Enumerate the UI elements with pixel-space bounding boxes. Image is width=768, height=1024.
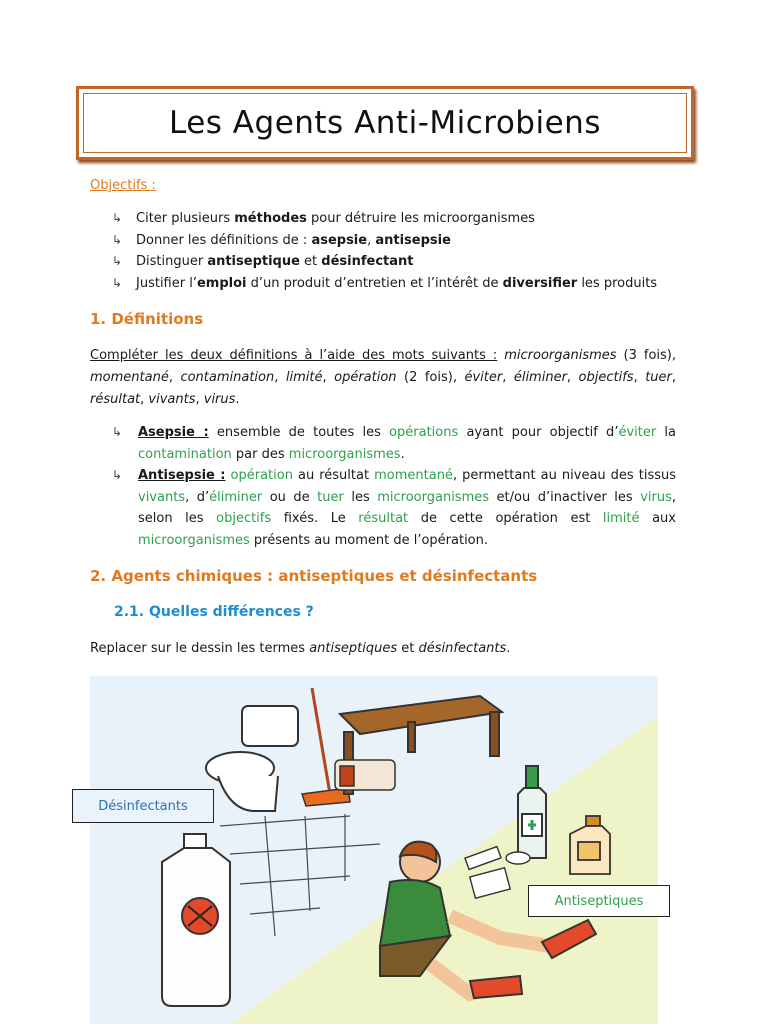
definition-text: , selon les [138,489,676,526]
word-item: momentané [90,370,169,385]
label-antiseptiques[interactable]: Antiseptiques [528,885,670,917]
objectif-item [112,208,712,230]
word-item: vivants [148,392,196,407]
definition-text: ensemble de toutes les [208,425,390,440]
answer-word: éviter [618,425,657,440]
arrow-bullet-icon: ↳ [112,425,123,439]
title-frame [76,86,694,160]
word-separator: , [633,370,646,385]
arrow-bullet-icon: ↳ [112,232,123,247]
word-separator: , [322,370,335,385]
definition-text: , permettant au niveau des tissus [452,468,677,483]
asepsie-text [138,425,676,462]
arrow-bullet-icon: ↳ [112,211,123,225]
word-item: opération [334,370,397,385]
section-2-heading: 2. Agents chimiques : antiseptiques et désinfectants [90,567,538,585]
page-title: Les Agents Anti-Microbiens [169,105,601,141]
definition-asepsie [112,422,676,465]
cleaning-cloth-drawing [335,760,395,790]
answer-word: virus [640,489,672,505]
objectif-text: Citer plusieurs [136,211,235,226]
objectif-text: Justifier l’ [136,275,197,291]
word-item: éviter [464,370,503,385]
word-separator: , [168,370,181,385]
objectif-text: Distinguer [136,254,208,269]
objectif-text: les produits [577,275,658,291]
definition-text: et/ou d’inactiver les [489,489,641,505]
answer-word: contamination [138,446,232,462]
arrow-bullet-icon: ↳ [112,468,123,482]
objectif-keyword: diversifier [502,275,578,291]
word-separator: , [671,370,677,385]
word-separator: , [140,392,149,407]
definition-text: la [656,425,676,440]
definition-text: ou de [262,489,318,505]
answer-word: limité [602,511,640,526]
word-item: limité [285,370,323,385]
answer-word: microorganismes [288,446,401,462]
definition-antisepsie [112,465,676,551]
answer-word: microorganismes [377,489,490,505]
word-item: virus [203,392,236,407]
answer-word: éliminer [209,489,263,505]
objectif-keyword: asepsie [311,232,368,248]
definition-text: ayant pour objectif d’ [458,425,619,440]
answer-word: momentané [374,468,453,483]
word-item: contamination [180,370,275,385]
objectif-keyword: antisepsie [375,232,451,248]
objectifs-heading: Objectifs : [90,178,156,193]
answer-word: objectifs [216,511,272,526]
word-separator: , [502,370,514,385]
objectif-item [112,230,712,252]
answer-word: résultat [358,511,409,526]
objectif-keyword: méthodes [234,211,307,226]
definition-text: par des [231,446,289,462]
replacer-instruction: Replacer sur le dessin les termes antiseptiques et désinfectants. [90,641,511,656]
answer-word: vivants [138,489,186,505]
definition-text: au résultat [292,468,375,483]
objectif-text: et [299,254,322,269]
word-separator: , [195,392,204,407]
objectif-item [112,273,712,295]
definition-text: . [400,446,405,462]
section-2-1-heading: 2.1. Quelles différences ? [114,604,314,620]
objectif-item [112,251,712,273]
arrow-bullet-icon: ↳ [112,254,123,268]
arrow-bullet-icon: ↳ [112,275,123,290]
objectifs-list [112,208,712,294]
word-separator: . [235,392,240,407]
answer-word: opération [230,468,293,483]
word-separator: , [566,370,579,385]
word-separator: , [274,370,286,385]
answer-word: opérations [389,425,459,440]
objectif-keyword: antiseptique [207,254,300,269]
label-desinfectants[interactable]: Désinfectants [72,789,214,823]
word-separator: (3 fois), [616,348,676,363]
word-item: résultat [90,392,141,407]
word-item: tuer [645,370,672,385]
definition-text: , d’ [185,489,210,505]
bleach-bottle-drawing [162,834,230,1006]
objectif-text: d’un produit d’entretien et l’intérêt de [246,275,503,291]
word-item: objectifs [578,370,634,385]
word-item: microorganismes [504,348,617,363]
answer-word: microorganismes [138,532,250,548]
definitions-list [112,422,676,551]
definition-text: fixés. Le [271,511,359,526]
objectif-text: pour détruire les microorganismes [306,211,535,226]
objectif-text: , [367,232,376,248]
objectif-keyword: emploi [196,275,247,291]
definition-text: les [343,489,378,505]
term-asepsie: Asepsie : [138,425,209,440]
word-separator: (2 fois), [396,370,465,385]
instruction-paragraph [90,345,676,411]
section-1-heading: 1. Définitions [90,310,204,328]
objectif-keyword: désinfectant [321,254,414,269]
definition-text: présents au moment de l’opération. [249,532,489,548]
word-item: éliminer [513,370,567,385]
answer-word: tuer [317,489,344,505]
hygiene-illustration [90,676,658,1024]
objectif-text: Donner les définitions de : [136,232,312,248]
definition-text: de cette opération est [408,511,603,526]
definition-text: aux [639,511,676,526]
term-antisepsie: Antisepsie : [138,468,226,483]
instruction-lead: Compléter les deux définitions à l’aide des mots suivants : [90,348,498,363]
